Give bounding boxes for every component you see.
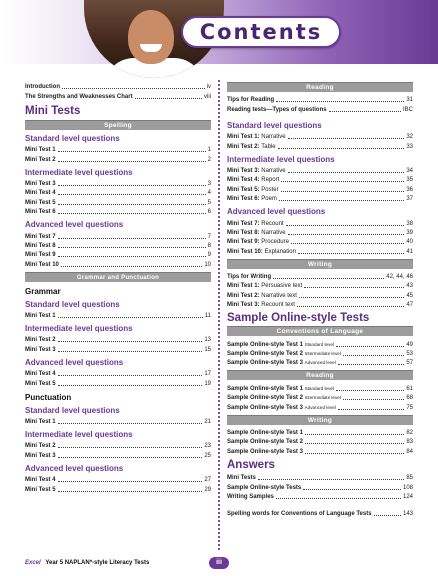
toc-entry[interactable]: Mini Test 2: Narrative text 45 [227, 292, 413, 299]
toc-entry[interactable]: Tips for Reading 31 [227, 97, 413, 104]
toc-entry[interactable]: Mini Test 4 27 [25, 477, 211, 484]
section-heading-sample-tests: Sample Online-style Tests [227, 312, 370, 325]
toc-entry[interactable]: Mini Test 5 19 [25, 380, 211, 387]
page-title: Contents [199, 20, 323, 44]
toc-entry[interactable]: Mini Test 1: Narrative 32 [227, 134, 413, 141]
level-heading: Standard level questions [25, 405, 120, 415]
toc-entry[interactable]: Sample Online-style Test 2 83 [227, 439, 413, 446]
left-column [25, 82, 211, 494]
toc-entry[interactable]: Sample Online-style Test 1 Standard level 61 [227, 385, 413, 392]
toc-entry[interactable]: Sample Online-style Test 3 Advanced level 75 [227, 404, 413, 411]
brand-logo: Excel [25, 560, 41, 566]
toc-entry[interactable]: Mini Test 6 6 [25, 209, 211, 216]
toc-entry[interactable]: Mini Test 5: Poster 36 [227, 186, 413, 193]
banner-spelling: Spelling [25, 120, 211, 130]
toc-entry[interactable]: Mini Test 4: Report 35 [227, 177, 413, 184]
toc-entry[interactable]: Mini Test 2 13 [25, 337, 211, 344]
toc-entry[interactable]: Mini Test 1: Persuasive text 43 [227, 283, 413, 290]
level-heading: Standard level questions [25, 299, 120, 309]
toc-entry[interactable]: Mini Test 2 2 [25, 156, 211, 163]
level-heading: Standard level questions [227, 120, 322, 130]
toc-entry[interactable]: Mini Test 3 25 [25, 452, 211, 459]
toc-entry[interactable]: Mini Test 3: Recount text 47 [227, 302, 413, 309]
intro-list [25, 82, 211, 101]
level-heading: Advanced level questions [227, 207, 326, 217]
toc-entry[interactable]: Mini Test 7: Recount 38 [227, 220, 413, 227]
toc-entry[interactable]: Mini Test 2: Table 33 [227, 143, 413, 150]
toc-entry[interactable]: Mini Test 8 8 [25, 242, 211, 249]
toc-entry[interactable]: Introduction iv [25, 84, 211, 91]
right-column [227, 82, 413, 518]
toc-entry[interactable]: Mini Test 3 3 [25, 180, 211, 187]
footer-title: Year 5 NAPLAN*-style Literacy Tests [45, 560, 150, 566]
toc-entry[interactable]: Mini Test 9 9 [25, 252, 211, 259]
level-heading: Intermediate level questions [227, 154, 335, 164]
column-divider [218, 80, 220, 550]
toc-entry[interactable]: Mini Test 7 7 [25, 233, 211, 240]
banner-conventions: Conventions of Language [227, 326, 413, 336]
toc-entry[interactable]: Mini Test 1 1 [25, 147, 211, 154]
toc-entry[interactable]: Mini Test 1 21 [25, 419, 211, 426]
toc-entry[interactable]: Mini Test 4 17 [25, 371, 211, 378]
toc-entry[interactable]: Reading tests—Types of questions IBC [227, 106, 413, 113]
toc-entry[interactable]: Sample Online-style Test 1 Standard level 49 [227, 341, 413, 348]
toc-entry[interactable]: Mini Test 2 23 [25, 443, 211, 450]
toc-entry[interactable]: Writing Samples 124 [227, 493, 413, 500]
banner-writing: Writing [227, 259, 413, 269]
page-footer [25, 560, 149, 566]
level-heading: Intermediate level questions [25, 167, 133, 177]
toc-entry[interactable]: Mini Test 5 29 [25, 486, 211, 493]
level-heading: Advanced level questions [25, 357, 124, 367]
toc-entry[interactable]: Mini Test 10: Explanation 41 [227, 248, 413, 255]
toc-entry[interactable]: Mini Test 3 15 [25, 346, 211, 353]
page-number: iii [209, 557, 229, 569]
toc-entry[interactable]: Mini Test 9: Procedure 40 [227, 239, 413, 246]
toc-entry[interactable]: Sample Online-style Test 3 84 [227, 448, 413, 455]
toc-entry[interactable]: Mini Test 5 5 [25, 199, 211, 206]
banner-reading: Reading [227, 82, 413, 92]
level-heading: Standard level questions [25, 133, 120, 143]
toc-entry[interactable]: Mini Test 4 4 [25, 190, 211, 197]
level-heading: Advanced level questions [25, 463, 124, 473]
toc-entry[interactable]: Mini Test 1 11 [25, 313, 211, 320]
toc-entry[interactable]: The Strengths and Weaknesses Chart viii [25, 93, 211, 100]
toc-entry[interactable]: Mini Tests 85 [227, 475, 413, 482]
toc-entry[interactable]: Sample Online-style Test 2 Intermediate level 53 [227, 351, 413, 358]
toc-entry[interactable]: Tips for Writing 42, 44, 46 [227, 274, 413, 281]
section-heading-mini-tests: Mini Tests [25, 104, 81, 117]
toc-entry[interactable]: Mini Test 8: Narrative 39 [227, 229, 413, 236]
banner-sample-reading: Reading [227, 370, 413, 380]
toc-entry[interactable]: Sample Online-style Test 2 Intermediate level 68 [227, 395, 413, 402]
banner-sample-writing: Writing [227, 415, 413, 425]
subsection-heading-punctuation: Punctuation [25, 392, 72, 402]
toc-entry[interactable]: Mini Test 3: Narrative 34 [227, 167, 413, 174]
toc-entry[interactable]: Mini Test 10 10 [25, 261, 211, 268]
level-heading: Intermediate level questions [25, 324, 133, 334]
subsection-heading-grammar: Grammar [25, 286, 61, 296]
toc-entry[interactable]: Sample Online-style Test 1 82 [227, 429, 413, 436]
page-header [0, 0, 438, 70]
level-heading: Intermediate level questions [25, 430, 133, 440]
banner-grammar-punctuation: Grammar and Punctuation [25, 272, 211, 282]
toc-entry[interactable]: Sample Online-style Test 3 Advanced level 57 [227, 360, 413, 367]
level-heading: Advanced level questions [25, 220, 124, 230]
section-heading-answers: Answers [227, 458, 275, 471]
toc-entry[interactable]: Sample Online-style Tests 108 [227, 484, 413, 491]
toc-entry[interactable]: Spelling words for Conventions of Language Tests 143 [227, 511, 413, 518]
title-pill [181, 16, 341, 48]
toc-entry[interactable]: Mini Test 6: Poem 37 [227, 196, 413, 203]
